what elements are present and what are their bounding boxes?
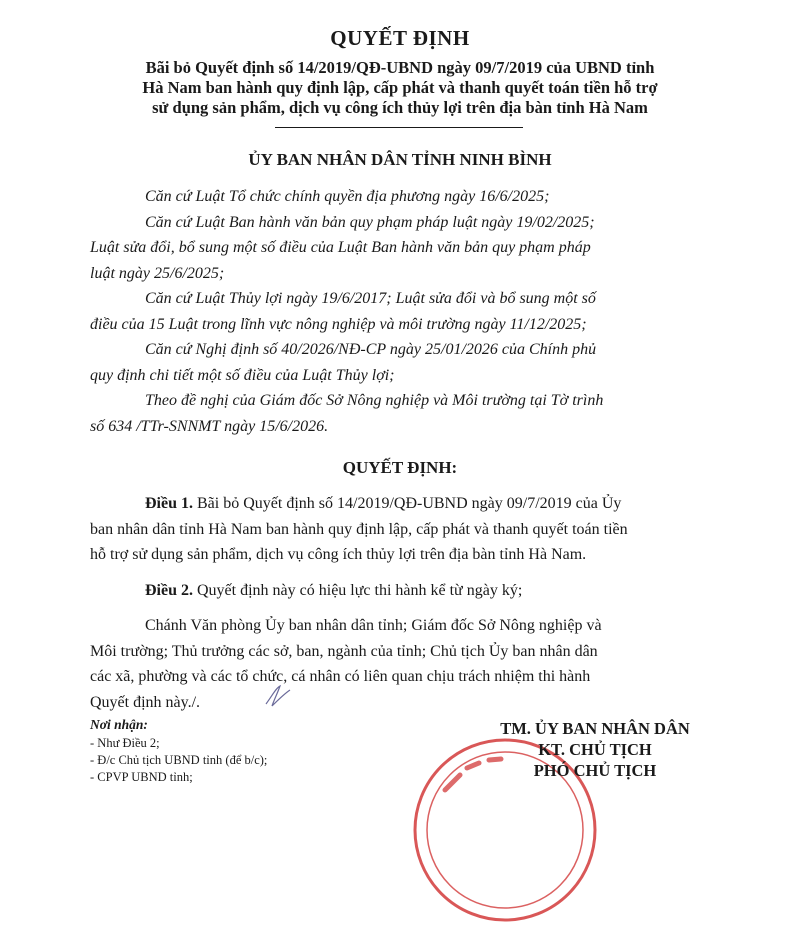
- article-line: hỗ trợ sử dụng sản phẩm, dịch vụ công ích thủy lợi trên địa bàn tỉnh Hà Nam.: [90, 546, 587, 563]
- decision-articles: [90, 491, 722, 715]
- article-line: ban nhân dân tỉnh Hà Nam ban hành quy định lập, cấp phát và thanh quyết toán tiền: [90, 520, 628, 538]
- article-line: [90, 491, 722, 517]
- signer-line: KT. CHỦ TỊCH: [538, 740, 652, 759]
- basis-line: Luật sửa đổi, bổ sung một số điều của Luật Ban hành văn bản quy phạm pháp: [90, 239, 591, 256]
- clause-line: Chánh Văn phòng Ủy ban nhân dân tỉnh; Giám đốc Sở Nông nghiệp và: [145, 617, 602, 634]
- subtitle-line: sử dụng sản phẩm, dịch vụ công ích thủy lợi trên địa bàn tỉnh Hà Nam: [152, 98, 648, 117]
- legal-basis-2: [90, 210, 722, 287]
- legal-basis-4: [90, 337, 722, 388]
- decision-heading: QUYẾT ĐỊNH:: [342, 458, 458, 477]
- basis-line: Căn cứ Luật Tổ chức chính quyền địa phương ngày 16/6/2025;: [145, 188, 550, 205]
- recipients-heading: Nơi nhận:: [90, 717, 148, 732]
- basis-line: Căn cứ Luật Ban hành văn bản quy phạm pháp luật ngày 19/02/2025;: [145, 213, 595, 231]
- signer-line: TM. ỦY BAN NHÂN DÂN: [500, 719, 690, 738]
- title-divider: [275, 127, 523, 128]
- recipient-item: - CPVP UBND tỉnh;: [90, 770, 193, 784]
- document-title: QUYẾT ĐỊNH: [330, 26, 470, 50]
- responsibility-clause: [90, 613, 722, 715]
- signer-line: PHÓ CHỦ TỊCH: [533, 761, 657, 780]
- legal-basis-3: [90, 286, 722, 337]
- recipient-item: - Đ/c Chủ tịch UBND tỉnh (để b/c);: [90, 753, 268, 767]
- legal-basis-1: [90, 184, 722, 210]
- issuing-authority: ỦY BAN NHÂN DÂN TỈNH NINH BÌNH: [248, 150, 552, 169]
- basis-line: số 634 /TTr-SNNMT ngày 15/6/2026.: [90, 417, 329, 435]
- article-2-label: Điều 2.: [145, 581, 193, 599]
- article-2-text: Quyết định này có hiệu lực thi hành kể từ ngày ký;: [193, 581, 523, 599]
- clause-line: Quyết định này./.: [90, 693, 201, 711]
- recipients-block: [90, 715, 350, 786]
- signer-block: [400, 718, 790, 781]
- basis-line: Căn cứ Nghị định số 40/2026/NĐ-CP ngày 25/01/2026 của Chính phủ: [145, 341, 597, 358]
- clause-line: Môi trường; Thủ trưởng các sở, ban, ngành của tỉnh; Chủ tịch Ủy ban nhân dân: [90, 642, 598, 660]
- basis-line: điều của 15 Luật trong lĩnh vực nông nghiệp và môi trường ngày 11/12/2025;: [90, 315, 587, 333]
- document-subtitle: [60, 58, 740, 118]
- legal-basis-5: [90, 388, 722, 439]
- recipient-item: - Như Điều 2;: [90, 736, 160, 750]
- article-1-label: Điều 1.: [145, 495, 193, 512]
- clause-line: các xã, phường và các tổ chức, cá nhân có liên quan chịu trách nhiệm thi hành: [90, 668, 591, 685]
- subtitle-line: Hà Nam ban hành quy định lập, cấp phát và thanh quyết toán tiền hỗ trợ: [142, 78, 658, 97]
- article-1-text: Bãi bỏ Quyết định số 14/2019/QĐ-UBND ngày 09/7/2019 của Ủy: [193, 495, 622, 512]
- legal-bases: [90, 184, 722, 439]
- subtitle-line: Bãi bỏ Quyết định số 14/2019/QĐ-UBND ngày 09/7/2019 của UBND tỉnh: [145, 58, 655, 77]
- article-1: [90, 491, 722, 568]
- basis-line: Căn cứ Luật Thủy lợi ngày 19/6/2017; Luật sửa đổi và bổ sung một số: [145, 290, 596, 307]
- article-2: [90, 578, 722, 604]
- article-line: [90, 578, 722, 604]
- basis-line: quy định chi tiết một số điều của Luật Thủy lợi;: [90, 366, 395, 384]
- basis-line: luật ngày 25/6/2025;: [90, 264, 225, 282]
- initial-signature-mark: [262, 682, 296, 710]
- basis-line: Theo đề nghị của Giám đốc Sở Nông nghiệp và Môi trường tại Tờ trình: [145, 392, 604, 409]
